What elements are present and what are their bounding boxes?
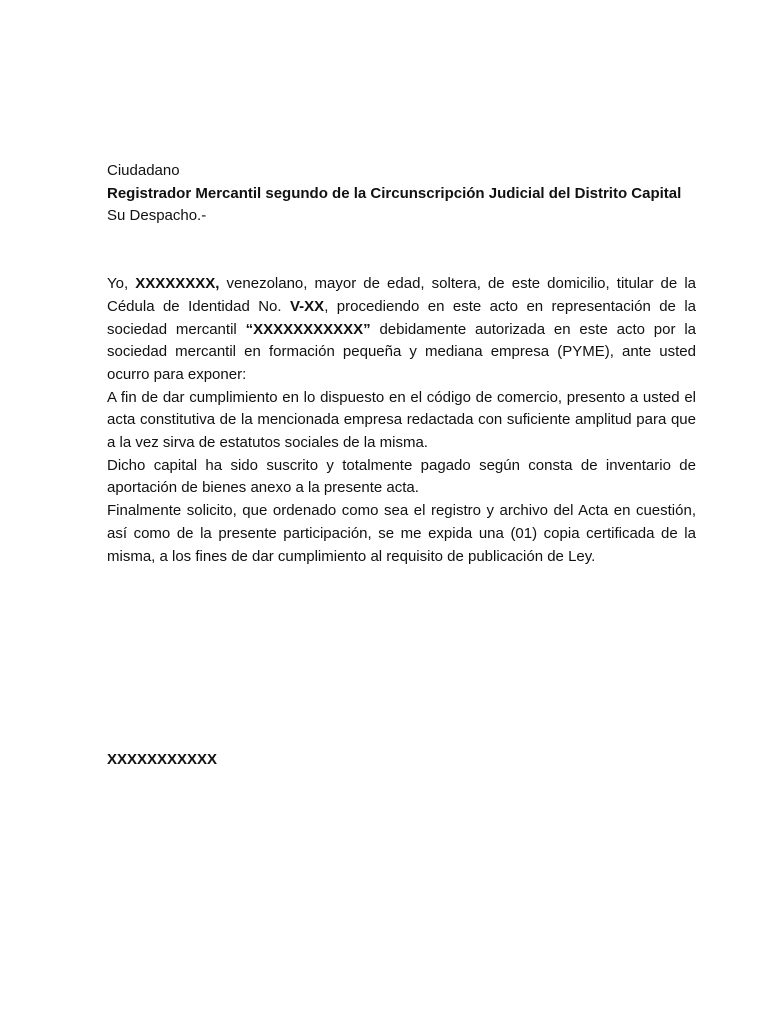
paragraph-capital: Dicho capital ha sido suscrito y totalmente pagado según consta de inventario de aportación de bienes anexo a la presente acta.	[107, 456, 696, 497]
intro-text-c: , procediendo en este acto en representación de la sociedad mercantil	[107, 297, 697, 338]
addressee: Registrador Mercantil segundo de la Circunscripción Judicial del Distrito Capital	[107, 184, 682, 202]
spacer	[107, 228, 696, 273]
paragraph-purpose: A fin de dar cumplimiento en lo dispuesto en el código de comercio, presento a usted el acta constitutiva de la mencionada empresa redactada con suficiente amplitud para que a la vez sirva de estatutos sociales de la misma.	[107, 388, 696, 452]
company-name: “XXXXXXXXXXX”	[245, 320, 371, 338]
closing-line: Su Despacho.-	[107, 207, 207, 225]
salutation: Ciudadano	[107, 162, 180, 179]
signature-name: XXXXXXXXXXX	[107, 751, 218, 768]
paragraph-intro	[107, 273, 696, 387]
intro-text-b: venezolano, mayor de edad, soltera, de este domicilio, titular de la Cédula de Identidad No.	[107, 275, 696, 315]
intro-text-a: Yo,	[107, 275, 136, 293]
id-number: V-XX	[290, 297, 325, 315]
letter-body	[107, 160, 696, 568]
paragraph-request: Finalmente solicito, que ordenado como sea el registro y archivo del Acta en cuestión, así como de la presente participación, se me expida una (01) copia certificada de la misma, a los fines de dar cumplimiento al requisito de publicación de Ley.	[107, 502, 696, 565]
intro-text-d: debidamente autorizada en este acto por la sociedad mercantil en formación pequeña y mediana empresa (PYME), ante usted ocurro para exponer:	[107, 320, 696, 383]
declarant-name: XXXXXXXX,	[135, 275, 220, 293]
